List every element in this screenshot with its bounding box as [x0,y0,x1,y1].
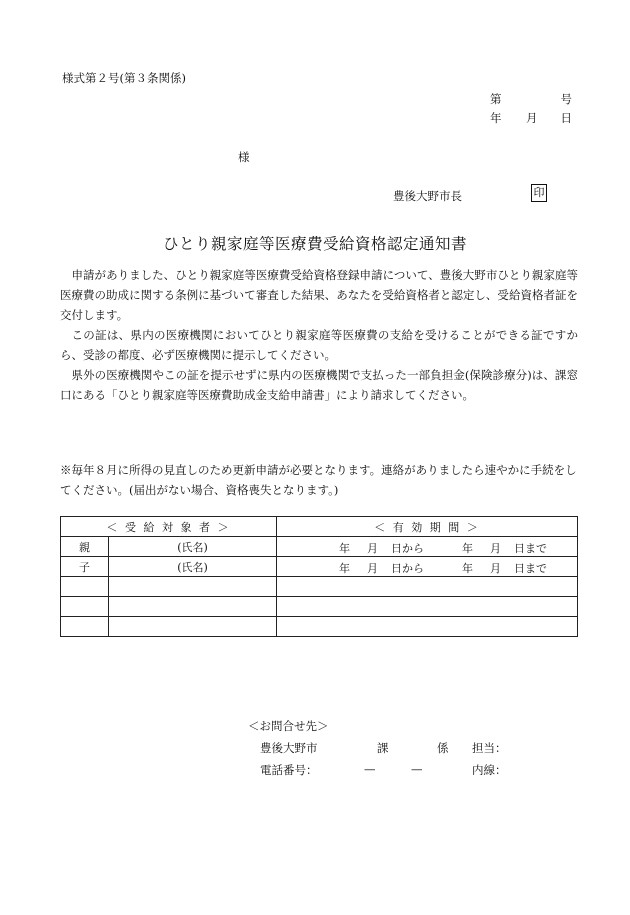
contact-title: ＜お問合せ先＞ [248,719,329,733]
header-recipient: ＜ 受 給 対 象 者 ＞ [61,517,277,537]
period-cell [277,577,578,597]
period-cell [277,597,578,617]
period-from-day: 日から [391,562,424,575]
body-paragraph-3: 県外の医療機関やこの証を提示せずに県内の医療機関で支払った一部負担金(保険診療分)は、課窓口にある「ひとり親家庭等医療費助成金支給申請書」により請求してください。 [60,368,578,402]
period-from-day: 日から [391,542,424,555]
contact-dash-1: — [364,762,376,776]
date-year: 年 [490,111,502,125]
period-from-year: 年 [339,562,350,575]
table-row [61,577,578,597]
name-cell: (氏名) [109,537,277,557]
period-to-month: 月 [490,542,501,555]
period-from-month: 月 [367,542,378,555]
name-cell [109,597,277,617]
table-row [61,557,578,577]
period-cell [277,617,578,637]
body-paragraph-2: この証は、県内の医療機関においてひとり親家庭等医療費の支給を受けることができる証ですから、受診の都度、必ず医療機関に提示してください。 [60,328,578,362]
period-cell [277,537,578,557]
contact-dash-2: — [411,762,423,776]
period-from-year: 年 [339,542,350,555]
table-row [61,537,578,557]
name-cell [109,617,277,637]
period-to-year: 年 [462,562,473,575]
period-to-month: 月 [490,562,501,575]
name-cell: (氏名) [109,557,277,577]
contact-kakari: 係 [437,741,449,755]
period-to-day: 日まで [514,562,547,575]
period-to-day: 日まで [514,542,547,555]
header-period: ＜ 有 効 期 間 ＞ [277,517,578,537]
document-title: ひとり親家庭等医療費受給資格認定通知書 [162,235,467,253]
body-paragraph-1: 申請がありました、ひとり親家庭等医療費受給資格登録申請について、豊後大野市ひとり親家庭等医療費の助成に関する条例に基づいて審査した結果、あなたを受給資格者と認定し、受給資格者証を交付します。 [60,268,578,322]
role-cell [61,577,109,597]
period-from-month: 月 [367,562,378,575]
body-text [60,265,578,405]
contact-phone-label: 電話番号： [260,763,318,777]
table-header-row [61,517,578,537]
number-suffix: 号 [560,92,572,106]
renewal-notice: ※毎年８月に所得の見直しのため更新申請が必要となります。連絡がありましたら速やかに手続をしてください。(届出がない場合、資格喪失となります。) [60,463,577,497]
form-number: 様式第２号(第３条関係) [62,71,186,85]
contact-city: 豊後大野市 [260,741,318,755]
issuer-name: 豊後大野市長 [393,189,462,203]
contact-tanto: 担当： [472,741,507,755]
name-cell [109,577,277,597]
seal-box: 印 [531,184,547,202]
number-prefix: 第 [490,92,502,106]
addressee-suffix: 様 [238,150,250,164]
recipient-table [60,516,578,637]
role-cell: 親 [61,537,109,557]
contact-ka: 課 [377,741,389,755]
role-cell [61,617,109,637]
role-cell: 子 [61,557,109,577]
table-row [61,597,578,617]
period-cell [277,557,578,577]
table-row [61,617,578,637]
date-day: 日 [560,111,572,125]
date-month: 月 [526,111,538,125]
role-cell [61,597,109,617]
period-to-year: 年 [462,542,473,555]
contact-extension: 内線： [472,763,507,777]
